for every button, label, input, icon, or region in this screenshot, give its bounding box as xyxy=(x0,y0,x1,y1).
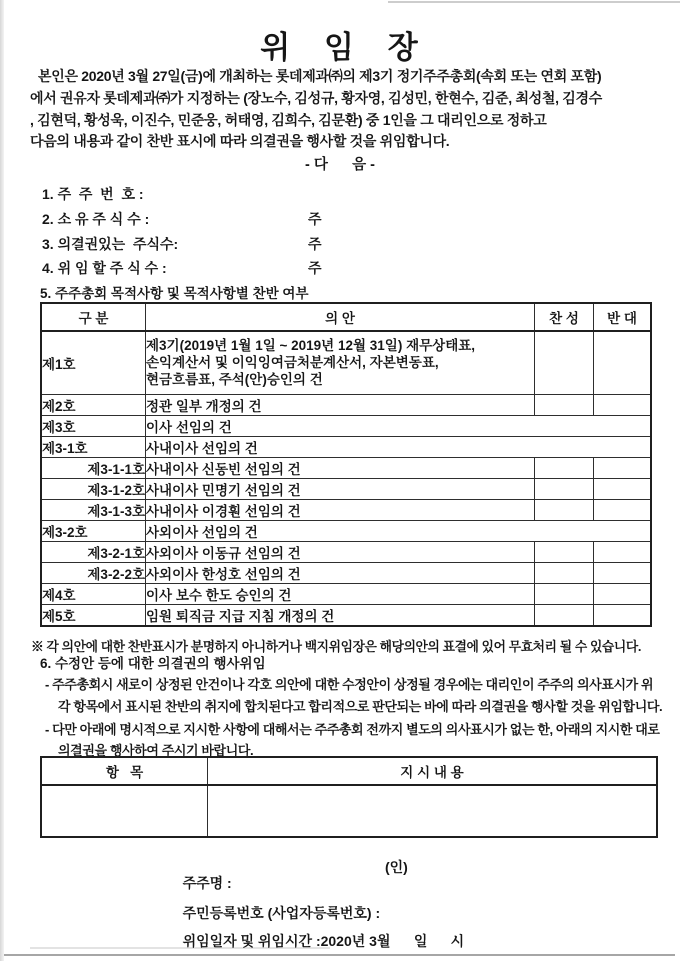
section6-bullet1-line2: 각 항목에서 표시된 찬반의 취지에 합치된다고 합리적으로 판단되는 바에 따라 의결권을 행사할 것을 위임합니다. xyxy=(58,699,663,714)
row-agenda: 이사 선임의 건 xyxy=(146,415,652,436)
approve-cell xyxy=(535,562,594,583)
daum-divider: - 다 음 - xyxy=(305,157,375,173)
row-category: 제3-2-1호 xyxy=(41,541,146,562)
field-label: 1. 주 주 번 호 : xyxy=(42,186,144,202)
row-category: 제4호 xyxy=(41,583,146,604)
row-category: 제3-2호 xyxy=(41,520,146,541)
row-category: 제1호 xyxy=(41,331,146,394)
scan-edge-left xyxy=(0,0,4,961)
delegation-datetime-label: 위임일자 및 위임시간 : xyxy=(182,933,321,949)
oppose-cell xyxy=(594,331,652,394)
row-agenda: 임원 퇴직금 지급 지침 개정의 건 xyxy=(146,604,535,626)
intro-paragraph xyxy=(30,66,662,153)
section5-title: 5. 주주총회 목적사항 및 목적사항별 찬반 여부 xyxy=(40,286,309,301)
seal-mark: (인) xyxy=(385,859,408,875)
row-agenda: 사내이사 선임의 건 xyxy=(146,436,652,457)
header-category: 구 분 xyxy=(41,303,146,331)
item-cell xyxy=(41,785,208,837)
agenda-row-3-2 xyxy=(41,520,651,541)
header-approve: 찬 성 xyxy=(535,303,594,331)
approve-cell xyxy=(535,583,594,604)
agenda-text-line: 제3기(2019년 1월 1일 ~ 2019년 12월 31일) 재무상태표, xyxy=(146,338,476,354)
approve-cell xyxy=(535,331,594,394)
field-label: 2. 소 유 주 식 수 : xyxy=(42,211,150,227)
oppose-cell xyxy=(594,562,652,583)
intro-line: , 김현덕, 황성욱, 이진수, 민준웅, 허태영, 김희수, 김문환) 중 1인을 그 대리인으로 정하고 xyxy=(30,111,547,128)
agenda-row-3-1-3 xyxy=(41,499,651,520)
oppose-cell xyxy=(594,583,652,604)
section6-bullet2-line1: - 다만 아래에 명시적으로 지시한 사항에 대해서는 주주총회 전까지 별도의 의사표시가 없는 한, 아래의 지시한 대로 xyxy=(45,722,660,737)
field-label: 4. 위 임 할 주 식 수 : xyxy=(42,260,167,276)
instruction-table-header-row xyxy=(41,757,657,785)
row-category: 제3-1호 xyxy=(41,436,146,457)
row-agenda: 사내이사 신동빈 선임의 건 xyxy=(146,457,535,478)
agenda-row-2 xyxy=(41,394,651,415)
field-delegated-shares xyxy=(0,260,680,277)
oppose-cell xyxy=(594,394,652,415)
row-agenda: 사외이사 선임의 건 xyxy=(146,520,652,541)
agenda-row-1 xyxy=(41,331,651,394)
agenda-row-3-2-2 xyxy=(41,562,651,583)
row-agenda: 정관 일부 개정의 건 xyxy=(146,394,535,415)
agenda-text-line: 손익계산서 및 이익잉여금처분계산서, 자본변동표, xyxy=(146,355,439,371)
agenda-row-3-1 xyxy=(41,436,651,457)
instruction-content-cell xyxy=(208,785,658,837)
intro-line: 본인은 2020년 3월 27일(금)에 개최하는 롯데제과㈜의 제3기 정기주주총회(속회 또는 연회 포함) xyxy=(38,68,602,84)
delegation-datetime-value: 2020년 3월 일 시 xyxy=(320,933,465,949)
field-unit-ju: 주 xyxy=(308,211,322,227)
agenda-row-3-1-1 xyxy=(41,457,651,478)
agenda-table xyxy=(40,302,652,627)
instruction-table-empty-row xyxy=(41,785,657,837)
row-agenda xyxy=(146,331,535,394)
field-owned-shares xyxy=(0,211,680,228)
document-title: 위 임 장 xyxy=(260,30,420,65)
section6-bullet1-line1: - 주주총회시 새로이 상정된 안건이나 각호 의안에 대한 수정안이 상정될 경우에는 대리인이 주주의 의사표시가 위 xyxy=(45,677,654,692)
row-category: 제3호 xyxy=(41,415,146,436)
row-category: 제3-1-1호 xyxy=(41,457,146,478)
agenda-text-line: 현금흐름표, 주석(안)승인의 건 xyxy=(146,372,323,388)
section6-title: 6. 수정안 등에 대한 의결권의 행사위임 xyxy=(40,656,266,671)
instruction-table xyxy=(40,756,658,838)
row-category: 제3-2-2호 xyxy=(41,562,146,583)
field-voting-shares xyxy=(0,236,680,253)
scan-artifact-top xyxy=(388,1,680,3)
header-instruction-content: 지 시 내 용 xyxy=(208,757,658,785)
agenda-row-3-2-1 xyxy=(41,541,651,562)
row-category: 제5호 xyxy=(41,604,146,626)
agenda-table-header-row xyxy=(41,303,651,331)
agenda-row-3-1-2 xyxy=(41,478,651,499)
row-category: 제3-1-2호 xyxy=(41,478,146,499)
oppose-cell xyxy=(594,457,652,478)
approve-cell xyxy=(535,604,594,626)
field-unit-ju: 주 xyxy=(308,236,322,252)
section6-bullet2-line2: 의결권을 행사하여 주시기 바랍니다. xyxy=(58,743,254,758)
row-agenda: 사외이사 이동규 선임의 건 xyxy=(146,541,535,562)
shareholder-name-label: 주주명 : xyxy=(182,875,232,891)
intro-line: 다음의 내용과 같이 찬반 표시에 따라 의결권을 행사할 것을 위임합니다. xyxy=(30,133,450,150)
field-unit-ju: 주 xyxy=(308,260,322,276)
resident-id-label: 주민등록번호 (사업자등록번호) : xyxy=(182,905,381,921)
oppose-cell xyxy=(594,478,652,499)
row-agenda: 사내이사 이경훤 선임의 건 xyxy=(146,499,535,520)
oppose-cell xyxy=(594,541,652,562)
row-agenda: 이사 보수 한도 승인의 건 xyxy=(146,583,535,604)
signature-date-row xyxy=(167,915,464,961)
field-label: 3. 의결권있는 주식수: xyxy=(42,236,179,252)
oppose-cell xyxy=(594,604,652,626)
row-agenda: 사내이사 민명기 선임의 건 xyxy=(146,478,535,499)
approve-cell xyxy=(535,499,594,520)
header-agenda: 의 안 xyxy=(146,303,535,331)
row-category: 제2호 xyxy=(41,394,146,415)
header-item: 항 목 xyxy=(41,757,208,785)
approve-cell xyxy=(535,541,594,562)
intro-line: 에서 권유자 롯데제과㈜가 지정하는 (장노수, 김성규, 황자영, 김성민, 한현수, 김준, 최성철, 김경수 xyxy=(30,89,602,106)
agenda-row-3 xyxy=(41,415,651,436)
approve-cell xyxy=(535,457,594,478)
field-shareholder-number xyxy=(0,186,680,203)
row-agenda: 사외이사 한성호 선임의 건 xyxy=(146,562,535,583)
approve-cell xyxy=(535,478,594,499)
footnote: ※ 각 의안에 대한 찬반표시가 분명하지 아니하거나 백지위임장은 해당의안의 표결에 있어 무효처리 될 수 있습니다. xyxy=(31,639,641,654)
agenda-row-4 xyxy=(41,583,651,604)
row-category: 제3-1-3호 xyxy=(41,499,146,520)
header-oppose: 반 대 xyxy=(594,303,652,331)
agenda-row-5 xyxy=(41,604,651,626)
approve-cell xyxy=(535,394,594,415)
oppose-cell xyxy=(594,499,652,520)
